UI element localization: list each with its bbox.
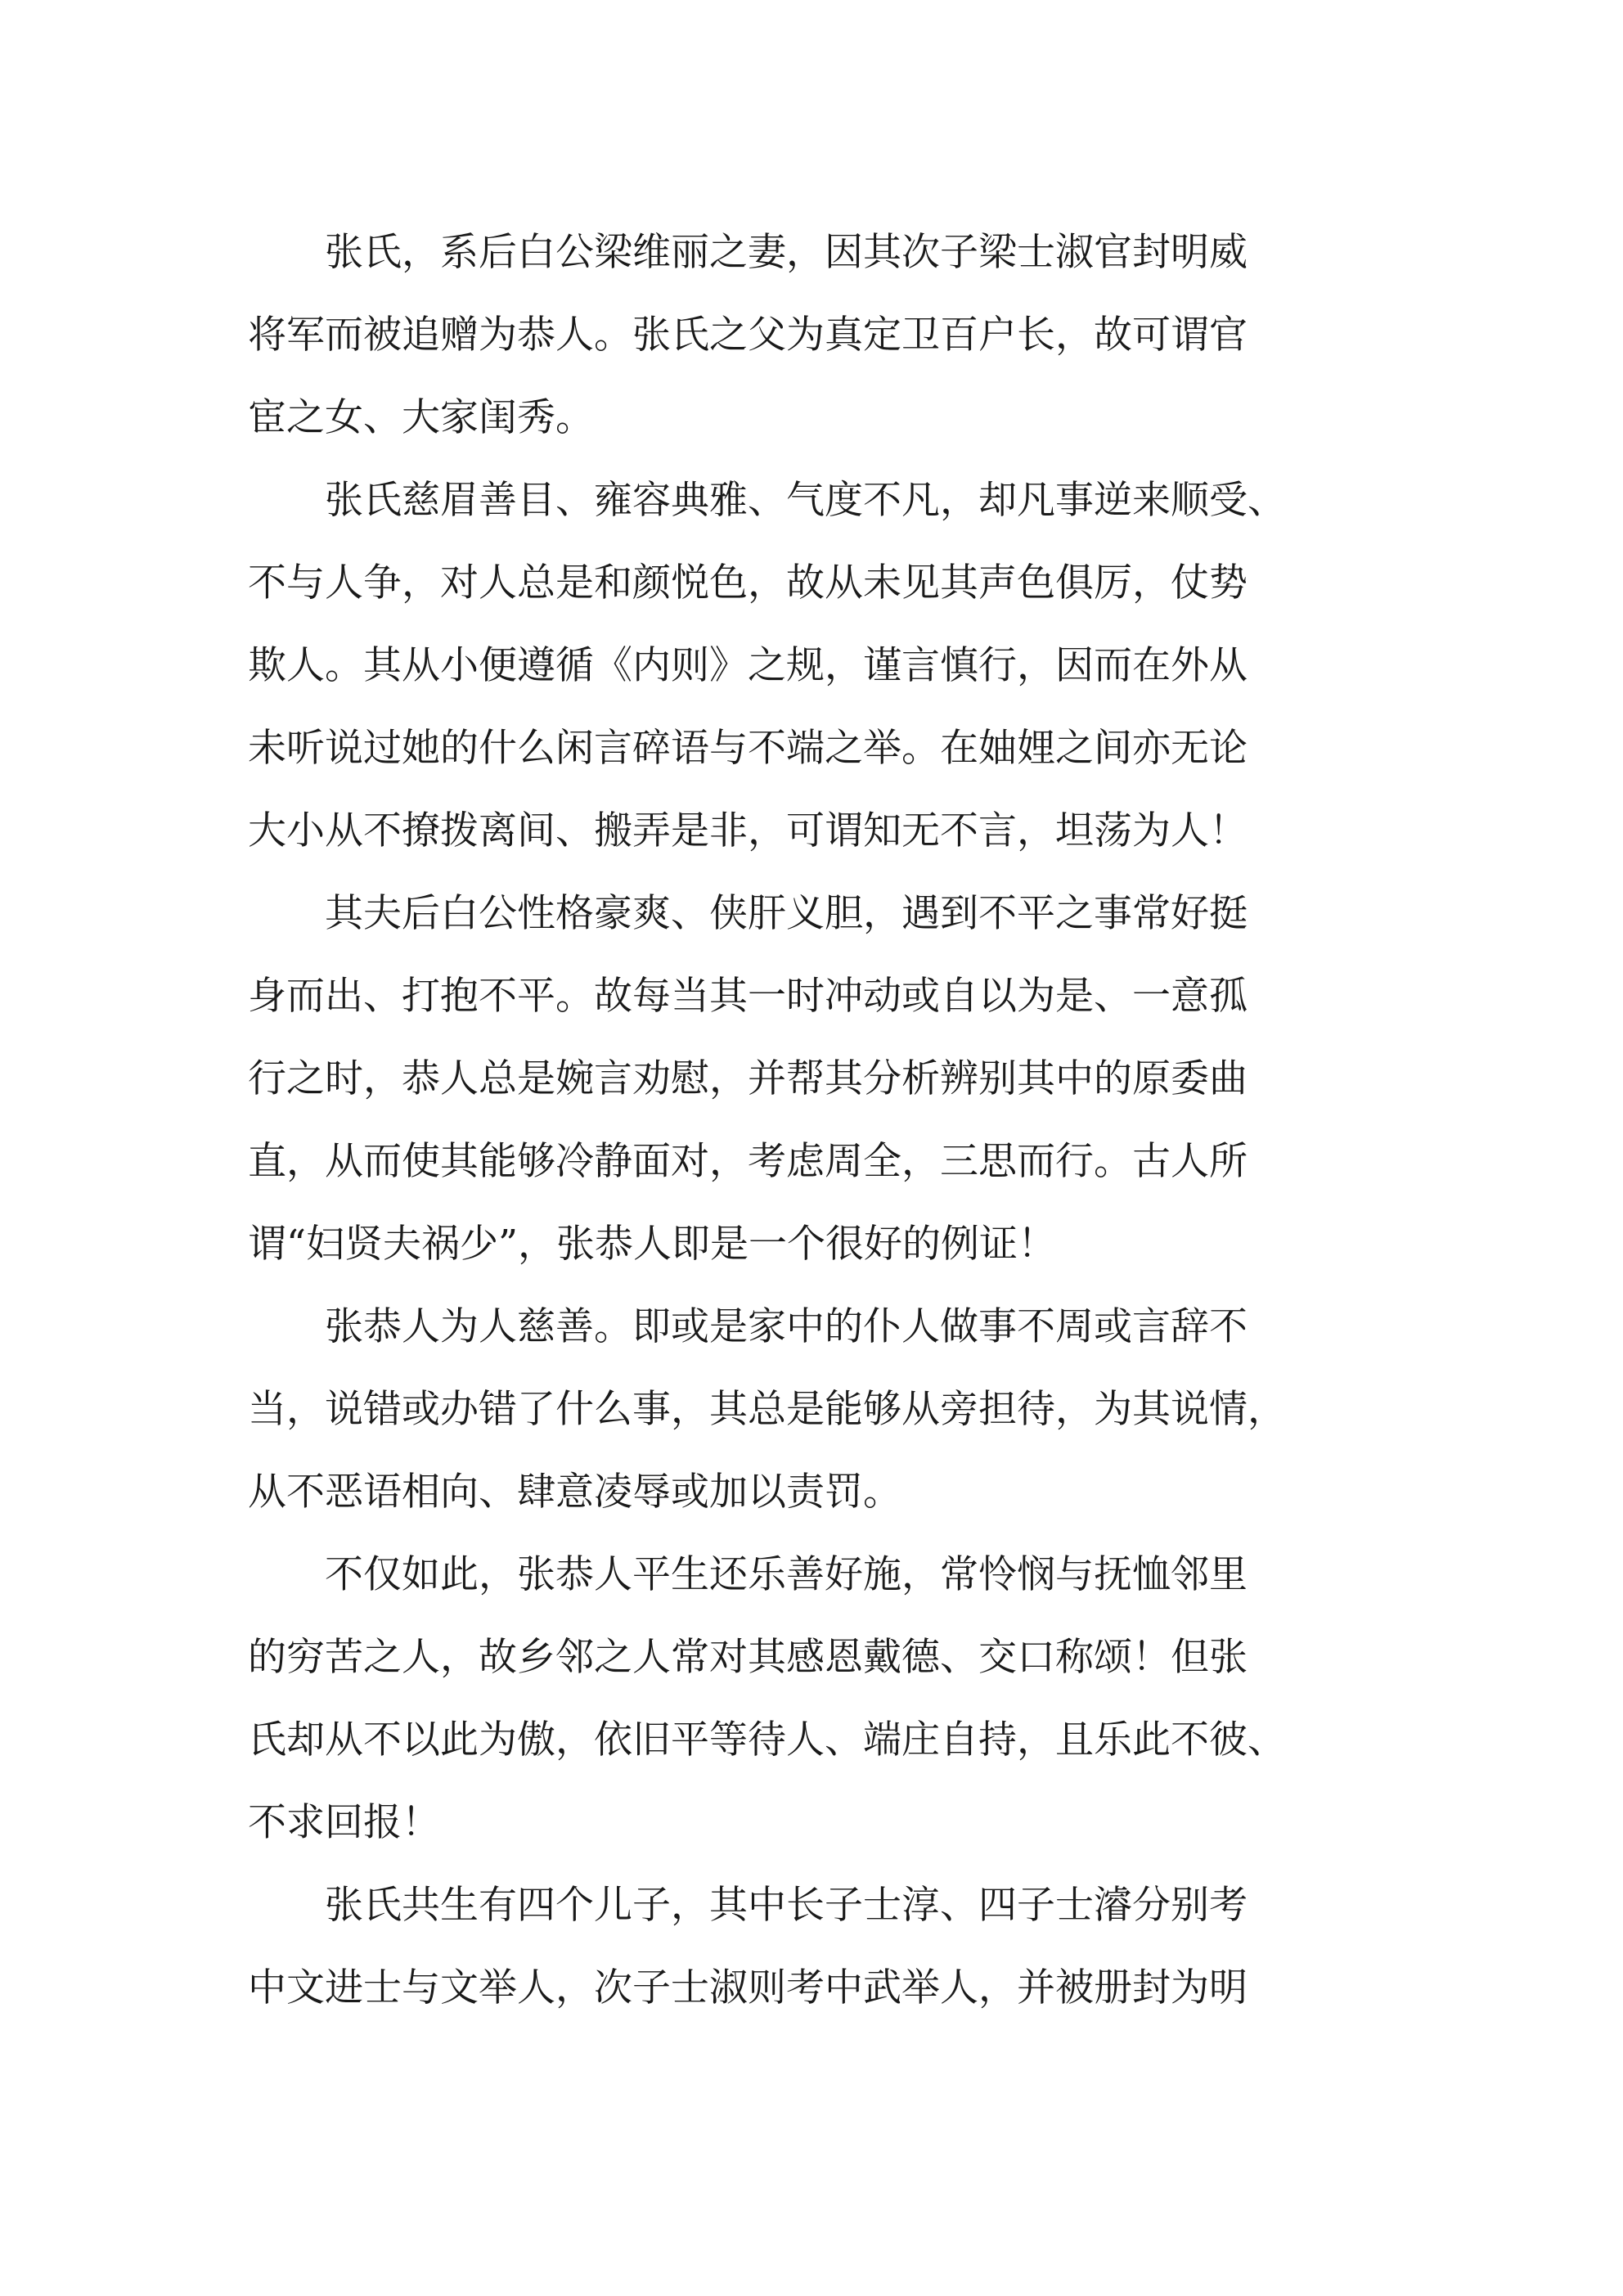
text-line: 欺人。其从小便遵循《内则》之规，谨言慎行，因而在外从 xyxy=(248,643,1248,688)
text-line: 张氏慈眉善目、雍容典雅、气度不凡，却凡事逆来顺受、 xyxy=(248,478,1286,523)
text-line: 其夫后白公性格豪爽、侠肝义胆，遇到不平之事常好挺 xyxy=(248,891,1248,936)
text-line: 行之时，恭人总是婉言劝慰，并帮其分析辨别其中的原委曲 xyxy=(248,1056,1248,1101)
text-line: 谓“妇贤夫祸少”，张恭人即是一个很好的例证！ xyxy=(248,1222,1057,1267)
text-line: 张氏，系后白公梁维丽之妻，因其次子梁士淑官封明威 xyxy=(248,230,1248,275)
text-line: 氏却从不以此为傲，依旧平等待人、端庄自持，且乐此不彼、 xyxy=(248,1717,1286,1763)
text-line: 未听说过她的什么闲言碎语与不端之举。在妯娌之间亦无论 xyxy=(248,726,1248,771)
text-line: 不求回报！ xyxy=(248,1800,440,1845)
text-line: 大小从不撩拨离间、搬弄是非，可谓知无不言，坦荡为人！ xyxy=(248,808,1248,853)
text-line: 宦之女、大家闺秀。 xyxy=(248,395,594,440)
body-text xyxy=(248,211,1393,2029)
text-line: 当，说错或办错了什么事，其总是能够从旁担待，为其说情， xyxy=(248,1387,1286,1432)
text-line: 身而出、打抱不平。故每当其一时冲动或自以为是、一意孤 xyxy=(248,974,1248,1019)
text-line: 将军而被追赠为恭人。张氏之父为真定卫百户长，故可谓官 xyxy=(248,313,1248,358)
text-line: 张氏共生有四个儿子，其中长子士淳、四子士濬分别考 xyxy=(248,1883,1248,1928)
text-line: 张恭人为人慈善。即或是家中的仆人做事不周或言辞不 xyxy=(248,1304,1248,1349)
text-line: 不仅如此，张恭人平生还乐善好施，常怜悯与抚恤邻里 xyxy=(248,1552,1248,1597)
text-line: 的穷苦之人，故乡邻之人常对其感恩戴德、交口称颂！但张 xyxy=(248,1635,1248,1680)
text-line: 不与人争，对人总是和颜悦色，故从未见其声色俱厉，仗势 xyxy=(248,560,1248,606)
text-line: 中文进士与文举人，次子士淑则考中武举人，并被册封为明 xyxy=(248,1965,1248,2010)
text-line: 从不恶语相向、肆意凌辱或加以责罚。 xyxy=(248,1470,901,1515)
text-line: 直，从而使其能够冷静面对，考虑周全，三思而行。古人所 xyxy=(248,1139,1248,1184)
